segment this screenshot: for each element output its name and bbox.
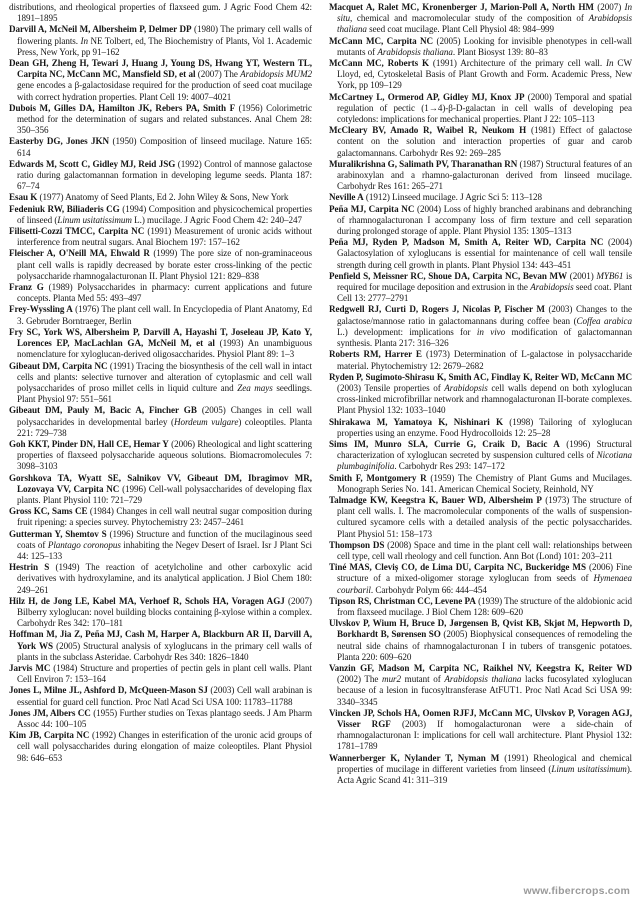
reference-entry — [9, 663, 312, 685]
reference-entry — [9, 192, 312, 203]
reference-entry — [9, 629, 312, 663]
reference-entry — [329, 349, 632, 371]
reference-entry — [329, 495, 632, 540]
reference-entry — [329, 540, 632, 562]
reference-authors: Thompson DS — [329, 539, 385, 550]
reference-entry — [9, 304, 312, 326]
reference-entry — [329, 304, 632, 349]
reference-authors: Talmadge KW, Keegstra K, Bauer WD, Albersheim P — [329, 494, 542, 505]
reference-text: (1976) The plant cell wall. In Encyclopedia of Plant Anatomy, Ed 3. Gebruder Borntraeger, Berlin — [17, 304, 312, 326]
reference-authors: Jarvis MC — [9, 662, 51, 673]
reference-text: (1996) Cell-wall polysaccharides of developing flax plants. Plant Physiol 110: 721–729 — [17, 483, 312, 505]
reference-text: (2004) Loss of highly branched arabinans and debranching of rhamnogalacturonan I accompany loss of firm texture and cell separation during prolonged storage of apple. Plant Physiol 135: 1305–1313 — [337, 203, 632, 237]
reference-text: (1999) The pore size of non-graminaceous plant cell walls is rapidly decreased by borate ester cross-linking of the pectic polysaccharide rhamnogalacturonan II. Plant Physiol 121: 829–838 — [17, 248, 312, 281]
reference-text: (1994) Composition and physicochemical properties of linseed (Linum usitatissimum L.) mucilage. J Agric Food Chem 42: 240–247 — [17, 203, 312, 225]
reference-text: (2007) Bilberry xyloglucan: novel building blocks containing β-xylose within a complex. Carbohydr Res 342: 170–181 — [17, 595, 312, 629]
reference-text: (1984) Changes in cell wall neutral sugar composition during fruit ripening: a species survey. Phytochemistry 23: 2457–2461 — [17, 506, 312, 528]
reference-entry — [329, 159, 632, 193]
reference-text: (1981) Effect of galactose content on the solution and interaction properties of guar and carob galactomannans. Carbohydr Res 92: 269–285 — [337, 125, 632, 158]
reference-authors: Redgwell RJ, Curti D, Rogers J, Nicolas P, Fischer M — [329, 304, 545, 315]
reference-text: (2007) In situ, chemical and macromolecular study of the composition of Arabidopsis thaliana seed coat mucilage. Plant Cell Physiol 48: 984–999 — [337, 2, 632, 35]
reference-text: (2006) Fine structure of a mixed-oligomer storage xyloglucan from seeds of Hymenaea courbaril. Carbohydr Polym 66: 444–454 — [337, 562, 632, 595]
reference-entry — [9, 730, 312, 764]
reference-entry — [329, 271, 632, 305]
reference-authors: Dubois M, Gilles DA, Hamilton JK, Rebers PA, Smith F — [9, 102, 236, 113]
reference-entry — [329, 596, 632, 618]
reference-text: (2008) Space and time in the plant cell wall: relationships between cell type, cell wall rheology and cell function. Ann Bot (Lond) 101: 203–211 — [337, 539, 632, 561]
reference-authors: Gutterman Y, Shemtov S — [9, 528, 107, 539]
reference-authors: McCleary BV, Amado R, Waibel R, Neukom H — [329, 125, 527, 136]
reference-text: (2003) Cell wall arabinan is essential for guard cell function. Proc Natl Acad Sci USA 100: 11783–11788 — [17, 685, 312, 707]
reference-authors: Edwards M, Scott C, Gidley MJ, Reid JSG — [9, 158, 176, 169]
reference-text: (1998) Tailoring of xyloglucan properties using an enzyme. Food Hydrocolloids 12: 25–28 — [337, 416, 632, 438]
reference-text: (2003) Tensile properties of Arabidopsis cell walls depend on both xyloglucan cross-linked microfibrillar network and rhamnogalacturonan II-borate complexes. Plant Physiol 132: 1033–1040 — [337, 382, 632, 416]
reference-authors: Fry SC, York WS, Albersheim P, Darvill A, Hayashi T, Joseleau JP, Kato Y, Lorences EP, MacLachlan GA, McNeil M, et al — [9, 326, 312, 349]
reference-text: (2004) Galactosylation of xyloglucans is essential for maintenance of cell wall tensile strength during cell growth in plants. Plant Physiol 134: 443–451 — [337, 237, 632, 270]
reference-authors: Peña MJ, Carpita NC — [329, 203, 415, 214]
reference-authors: Frey-Wyssling A — [9, 304, 73, 315]
reference-authors: Easterby DG, Jones JKN — [9, 136, 110, 147]
reference-authors: Gibeaut DM, Carpita NC — [9, 360, 108, 371]
reference-authors: Fedeniuk RW, Biliaderis CG — [9, 203, 120, 214]
reference-authors: Muralikrishna G, Salimath PV, Tharanathan RN — [329, 158, 518, 169]
reference-authors: Roberts RM, Harrer E — [329, 349, 422, 360]
reference-entry — [9, 361, 312, 406]
reference-text: (1973) Determination of L-galactose in polysaccharide material. Phytochemistry 12: 2679–2682 — [337, 349, 632, 371]
reference-text: (1989) Polysaccharides in pharmacy: current applications and future concepts. Planta Med 55: 493–497 — [17, 282, 312, 304]
reference-entry — [329, 562, 632, 596]
reference-authors: Shirakawa M, Yamatoya K, Nishinari K — [329, 416, 503, 427]
reference-entry — [9, 136, 312, 158]
reference-text: (1973) The structure of plant cell walls. I. The macromolecular components of the walls of suspension-cultured sycamore cells with a detailed analysis of the pectic polysaccharides. Plant Physiol 51: 158–173 — [337, 494, 632, 539]
reference-text: (2005) Structural analysis of xyloglucans in the primary cell walls of plants in the subclass Asteridae. Carbohydr Res 340: 1826–1840 — [17, 640, 312, 662]
reference-entry — [329, 708, 632, 753]
reference-authors: Ulvskov P, Wium H, Bruce D, Jørgensen B, Qvist KB, Skjøt M, Hepworth D, Borkhardt B, Sørensen SO — [329, 618, 632, 640]
reference-authors: McCann MC, Carpita NC — [329, 35, 434, 46]
reference-text: (2003) Changes to the galactose/mannose ratio in galactomannans during coffee bean (Coffea arabica L.) development: implications for in vivo modification of galactomannan synthesis. Planta 217: 316–326 — [337, 304, 632, 349]
reference-text: (1996) Structural characterization of xyloglucan secreted by suspension cultured cells of Nicotiana plumbaginifolia. Carbohydr Res 293: 147–172 — [337, 438, 632, 472]
reference-authors: Hoffman M, Jia Z, Peña MJ, Cash M, Harper A, Blackburn AR II, Darvill A, York WS — [9, 629, 312, 651]
reference-entry — [329, 753, 632, 787]
reference-text: (2005) Changes in cell wall polysaccharides in developmental barley (Hordeum vulgare) coleoptiles. Planta 221: 729–738 — [17, 405, 312, 438]
reference-authors: Franz G — [9, 282, 44, 293]
reference-authors: Esau K — [9, 192, 38, 203]
reference-text: (2000) Temporal and spatial regulation of pectic (1→4)-β-D-galactan in cell walls of developing pea cotyledons: implications for mechanical properties. Plant J 22: 105–113 — [337, 91, 632, 125]
reference-text: (1959) The Chemistry of Plant Gums and Mucilages. Monograph Series No. 141. American Chemical Society, Reinhold, NY — [337, 472, 632, 494]
reference-text: (1991) Tracing the biosynthesis of the cell wall in intact cells and plants: selective turnover and alteration of cytoplasmic and cell wall polysaccharides of proso millet cells in liquid culture and Zea mays seedlings. Plant Physiol 97: 551–561 — [17, 360, 312, 405]
reference-entry — [329, 618, 632, 663]
reference-entry — [9, 405, 312, 439]
reference-text: (2005) Looking for invisible phenotypes in cell-wall mutants of Arabidopsis thaliana. Plant Biosyst 139: 80–83 — [337, 35, 632, 57]
reference-entry — [9, 596, 312, 630]
reference-entry — [329, 58, 632, 92]
reference-entry — [329, 125, 632, 159]
reference-text: (1991) Measurement of uronic acids without interference from neutral sugars. Anal Biochem 197: 157–162 — [17, 226, 312, 248]
reference-entry — [329, 372, 632, 417]
reference-text: distributions, and rheological properties of flaxseed gum. J Agric Food Chem 42: 1891–1895 — [9, 2, 312, 24]
reference-authors: Wannerberger K, Nylander T, Nyman M — [329, 752, 500, 763]
reference-text: (1955) Further studies on Texas plantago seeds. J Am Pharm Assoc 44: 100–105 — [17, 707, 312, 729]
reference-entry — [329, 192, 632, 203]
reference-entry — [9, 327, 312, 361]
reference-authors: Peña MJ, Ryden P, Madson M, Smith A, Reiter WD, Carpita NC — [329, 237, 604, 248]
reference-entry — [9, 282, 312, 304]
reference-entry — [9, 473, 312, 507]
reference-text: (1993) An unambiguous nomenclature for xyloglucan-derived oligosaccharides. Physiol Plant 89: 1–3 — [17, 338, 312, 360]
reference-entry — [329, 473, 632, 495]
reference-authors: Hestrin S — [9, 562, 50, 573]
reference-authors: Vincken JP, Schols HA, Oomen RJFJ, McCann MC, Ulvskov P, Voragen AGJ, Visser RGF — [329, 707, 632, 729]
reference-text: (1939) The structure of the aldobionic acid from flaxseed mucilage. J Biol Chem 128: 609–620 — [337, 595, 632, 617]
reference-authors: Sims IM, Munro SLA, Currie G, Craik D, Bacic A — [329, 438, 560, 449]
reference-entry — [9, 226, 312, 248]
reference-text: (1991) Rheological and chemical properties of mucilage in different varieties from linseed (Linum usitatissimum). Acta Agric Scand 41: 311–319 — [337, 752, 632, 786]
reference-text: (1980) The primary cell walls of flowering plants. In NE Tolbert, ed, The Biochemistry of Plants, Vol 1. Academic Press, New York, pp 91–162 — [17, 24, 312, 57]
reference-text: (1992) Control of mannose galactose ratio during galactomannan formation in developing legume seeds. Planta 187: 67–74 — [17, 158, 312, 192]
reference-authors: Jones JM, Albers CC — [9, 707, 91, 718]
reference-text: (1991) Architecture of the primary cell wall. In CW Lloyd, ed, Cytoskeletal Basis of Plant Growth and Form. Academic Press, New York, pp 109–129 — [337, 58, 632, 91]
reference-authors: Tipson RS, Christman CC, Levene PA — [329, 595, 476, 606]
reference-text: (2007) The Arabidopsis MUM2 gene encodes a β-galactosidase required for the production of seed coat mucilage with correct hydration properties. Plant Cell 19: 4007–4021 — [17, 69, 312, 102]
reference-entry — [329, 439, 632, 473]
reference-entry — [9, 204, 312, 226]
reference-text: (1912) Linseed mucilage. J Agric Sci 5: 113–128 — [363, 192, 543, 203]
reference-text: (2006) Rheological and light scattering properties of flaxseed polysaccharide aqueous solutions. Biomacromolecules 7: 3098–3103 — [17, 438, 312, 472]
reference-authors: Vanzin GF, Madson M, Carpita NC, Raikhel NV, Keegstra K, Reiter WD — [329, 662, 632, 673]
reference-entry — [9, 24, 312, 58]
reference-entry — [329, 417, 632, 439]
reference-entry — [329, 2, 632, 36]
reference-entry — [329, 204, 632, 238]
reference-text: (2002) The mur2 mutant of Arabidopsis thaliana lacks fucosylated xyloglucan because of a lesion in fucosyltransferase AtFUT1. Proc Natl Acad Sci USA 99: 3340–3345 — [337, 674, 632, 707]
reference-entry — [9, 708, 312, 730]
reference-text: (1977) Anatomy of Seed Plants, Ed 2. John Wiley & Sons, New York — [37, 192, 289, 203]
reference-text: (1950) Composition of linseed mucilage. Nature 165: 614 — [17, 136, 312, 158]
reference-entry — [9, 439, 312, 473]
reference-authors: Smith F, Montgomery R — [329, 472, 427, 483]
reference-column-left — [9, 2, 312, 898]
reference-entry — [9, 529, 312, 563]
reference-authors: Tiné MAS, Cleviș CO, de Lima DU, Carpita NC, Buckeridge MS — [329, 562, 586, 573]
reference-entry — [329, 92, 632, 126]
reference-entry — [9, 2, 312, 24]
reference-authors: Macquet A, Ralet MC, Kronenberger J, Marion-Poll A, North HM — [329, 2, 594, 12]
reference-entry — [329, 36, 632, 58]
reference-authors: Gibeaut DM, Pauly M, Bacic A, Fincher GB — [9, 405, 197, 416]
reference-authors: Gorshkova TA, Wyatt SE, Salnikov VV, Gibeaut DM, Ibragimov MR, Lozovaya VV, Carpita NC — [9, 472, 312, 494]
reference-entry — [9, 159, 312, 193]
reference-text: (1949) The reaction of acetylcholine and other carboxylic acid derivatives with hydroxylamine, and its analytical application. J Biol Chem 180: 249–261 — [17, 562, 312, 595]
reference-entry — [9, 562, 312, 596]
reference-entry — [9, 58, 312, 103]
reference-entry — [9, 103, 312, 137]
reference-authors: Goh KKT, Pinder DN, Hall CE, Hemar Y — [9, 438, 169, 449]
reference-text: (1984) Structure and properties of pectin gels in plant cell walls. Plant Cell Environ 7: 153–164 — [17, 662, 312, 685]
reference-entry — [329, 237, 632, 271]
reference-text: (1992) Changes in esterification of the uronic acid groups of cell wall polysaccharides during elongation of maize coleoptiles. Plant Physiol 98: 646–653 — [17, 730, 312, 763]
reference-authors: Filisetti-Cozzi TMCC, Carpita NC — [9, 226, 145, 237]
reference-authors: Kim JB, Carpita NC — [9, 730, 90, 741]
reference-text: (2003) If homogalacturonan were a side-chain of rhamnogalacturonan I: implications for cell wall architecture. Plant Physiol 132: 1781–1789 — [337, 719, 632, 752]
reference-entry — [9, 685, 312, 707]
reference-authors: Darvill A, McNeil M, Albersheim P, Delmer DP — [9, 24, 192, 35]
reference-column-right — [329, 2, 632, 898]
reference-text: (1956) Colorimetric method for the determination of sugars and related substances. Anal Chem 28: 350–356 — [17, 102, 312, 136]
reference-authors: Gross KC, Sams CE — [9, 506, 88, 517]
reference-entry — [329, 663, 632, 708]
reference-authors: Jones L, Milne JL, Ashford D, McQueen-Mason SJ — [9, 685, 208, 696]
reference-authors: McCann MC, Roberts K — [329, 58, 430, 69]
reference-text: (2001) MYB61 is required for mucilage deposition and extrusion in the Arabidopsis seed coat. Plant Cell 13: 2777–2791 — [337, 270, 632, 304]
reference-authors: Neville A — [329, 192, 364, 203]
watermark: www.fibercrops.com — [523, 885, 630, 897]
reference-authors: Hilz H, de Jong LE, Kabel MA, Verhoef R, Schols HA, Voragen AGJ — [9, 595, 285, 606]
reference-authors: McCartney L, Ormerod AP, Gidley MJ, Knox JP — [329, 91, 525, 102]
reference-authors: Fleischer A, O'Neill MA, Ehwald R — [9, 248, 150, 259]
reference-text: (1987) Structural features of an arabinoxylan and a rhamno-galacturonan derived from linseed mucilage. Carbohydr Res 161: 265–271 — [337, 158, 632, 192]
reference-entry — [9, 248, 312, 282]
reference-entry — [9, 506, 312, 528]
reference-text: (1996) Structure and function of the mucilaginous seed coats of Plantago coronopus inhabiting the Negev Desert of Israel. Isr J Plant Sci 44: 125–133 — [17, 528, 312, 561]
reference-text: (2005) Biophysical consequences of remodeling the neutral side chains of rhamnogalacturonan I in tubers of transgenic potatoes. Planta 220: 609–620 — [337, 629, 632, 662]
reference-authors: Penfield S, Meissner RC, Shoue DA, Carpita NC, Bevan MW — [329, 270, 568, 281]
reference-authors: Dean GH, Zheng H, Tewari J, Huang J, Young DS, Hwang YT, Western TL, Carpita NC, McCann MC, Mansfield SD, et al — [9, 58, 312, 80]
reference-authors: Ryden P, Sugimoto-Shirasu K, Smith AC, Findlay K, Reiter WD, McCann MC — [329, 371, 632, 382]
